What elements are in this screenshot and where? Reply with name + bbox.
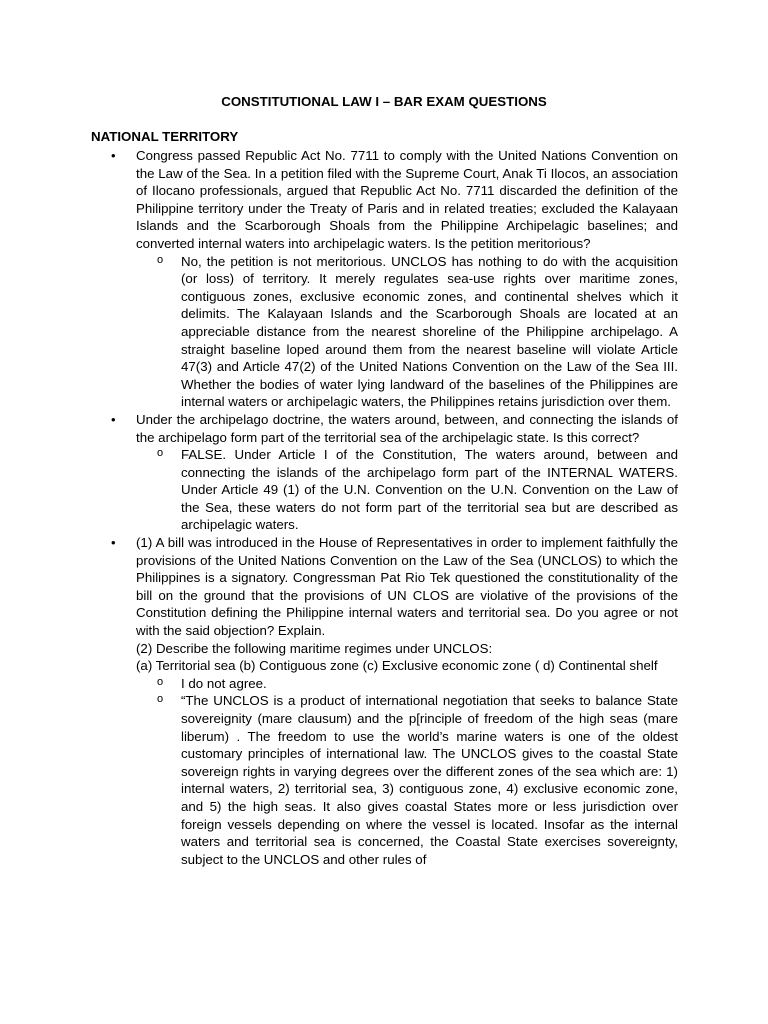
question-3-part-3: (a) Territorial sea (b) Contiguous zone (c) Exclusive economic zone ( d) Continental shelf xyxy=(136,658,658,674)
question-3-part-2: (2) Describe the following maritime regimes under UNCLOS: xyxy=(136,640,493,656)
question-1: • Congress passed Republic Act No. 7711 to comply with the United Nations Convention on the Law of the Sea. In a petition filed with the Supreme Court, Anak Ti Ilocos, an association of Ilocano professionals, argued that Republic Act No. 7711 discarded the definition of the Philippine territory under the Treaty of Paris and in related treaties; excluded the Kalayaan Islands and the Scarborough Shoals from the Philippine Archipelagic baselines; and converted internal waters into archipelagic waters. Is the petition meritorious? xyxy=(136,147,678,253)
document-title: CONSTITUTIONAL LAW I – BAR EXAM QUESTIONS xyxy=(221,94,547,109)
question-3: • (1) A bill was introduced in the House of Representatives in order to implement faithfully the provisions of the United Nations Convention on the Law of the Sea (UNCLOS) to which the Philippines is a signatory. Congressman Pat Rio Tek questioned the constitutionality of the bill on the ground that the provisions of UN CLOS are violative of the provisions of the Constitution defining the Philippine internal waters and territorial sea. Do you agree or not with the said objection? Explain. xyxy=(136,534,678,640)
section-heading: NATIONAL TERRITORY xyxy=(91,129,239,144)
question-2: • Under the archipelago doctrine, the waters around, between, and connecting the islands of the archipelago form part of the territorial sea of the archipelagic state. Is this correct? xyxy=(136,411,678,446)
answer-1: o No, the petition is not meritorious. UNCLOS has nothing to do with the acquisition (or loss) of territory. It merely regulates sea-use rights over maritime zones, contiguous zones, exclusive economic zones, and continental shelves which it delimits. The Kalayaan Islands and the Scarborough Shoals are located at an appreciable distance from the nearest shoreline of the Philippine archipelago. A straight baseline loped around them from the nearest baseline will violate Article 47(3) and Article 47(2) of the United Nations Convention on the Law of the Sea III. Whether the bodies of water lying landward of the baselines of the Philippines are internal waters or archipelagic waters, the Philippines retains jurisdiction over them. xyxy=(181,253,678,411)
answer-3b: o “The UNCLOS is a product of international negotiation that seeks to balance State sovereignity (mare clausum) and the p[rinciple of freedom of the high seas (mare liberum) . The freedom to use the world’s marine waters is one of the oldest customary principles of international law. The UNCLOS gives to the coastal State sovereign rights in varying degrees over the different zones of the sea which are: 1) internal waters, 2) territorial sea, 3) contiguous zone, 4) exclusive economic zone, and 5) the high seas. It also gives coastal States more or less jurisdiction over foreign vessels depending on where the vessel is located. Insofar as the internal waters and territorial sea is concerned, the Coastal State exercises sovereignty, subject to the UNCLOS and other rules of xyxy=(181,692,678,868)
question-list xyxy=(0,147,768,868)
answer-2: o FALSE. Under Article I of the Constitution, The waters around, between and connecting the islands of the archipelago form part of the INTERNAL WATERS. Under Article 49 (1) of the U.N. Convention on the U.N. Convention on the Law of the Sea, these waters do not form part of the territorial sea but are described as archipelagic waters. xyxy=(181,446,678,534)
answer-3a: o I do not agree. xyxy=(181,675,678,693)
